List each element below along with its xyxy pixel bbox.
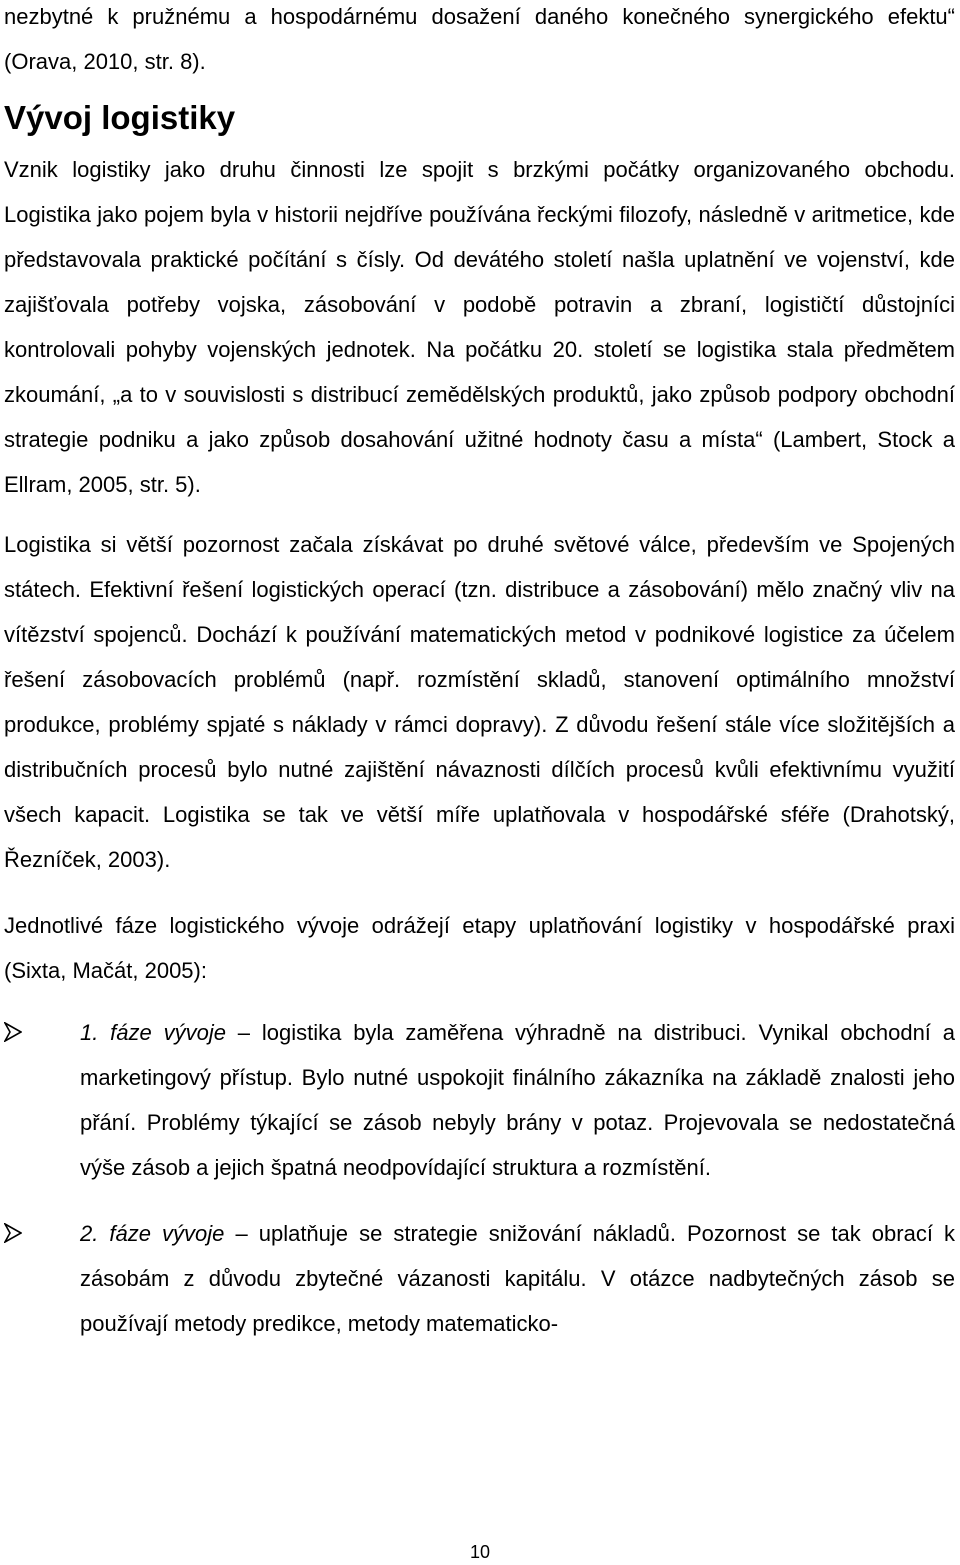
phase-paragraph: [80, 1010, 955, 1190]
phase-label: 1. fáze vývoje: [80, 1020, 226, 1045]
arrowhead-bullet-icon: [4, 1022, 22, 1042]
page-content: [4, 0, 955, 1367]
paragraph-origin: Vznik logistiky jako druhu činnosti lze spojit s brzkými počátky organizovaného obchodu. Logistika jako pojem byla v historii nejdříve používána řeckými filozofy, následně v aritmetice, kde představovala praktické počítání s čísly. Od devátého století našla uplatnění ve vojenství, kde zajišťovala potřeby vojska, zásobování v podobě potravin a zbraní, logističtí důstojníci kontrolovali pohyby vojenských jednotek. Na počátku 20. století se logistika stala předmětem zkoumání, „a to v souvislosti s distribucí zemědělských produktů, jako způsob podpory obchodní strategie podniku a jako způsob dosahování užitné hodnoty času a místa“ (Lambert, Stock a Ellram, 2005, str. 5).: [4, 157, 955, 497]
list-item: [4, 1211, 955, 1346]
paragraph-phases-intro: Jednotlivé fáze logistického vývoje odrážejí etapy uplatňování logistiky v hospodářské praxi (Sixta, Mačát, 2005):: [4, 913, 955, 983]
phase-text: – uplatňuje se strategie snižování nákladů. Pozornost se tak obrací k zásobám z důvodu zbytečné vázanosti kapitálu. V otázce nadbytečných zásob se používají metody predikce, metody matematicko-: [80, 1221, 955, 1336]
arrowhead-bullet-icon: [4, 1223, 22, 1243]
paragraph-postwar: Logistika si větší pozornost začala získávat po druhé světové válce, především ve Spojených státech. Efektivní řešení logistických operací (tzn. distribuce a zásobování) mělo značný vliv na vítězství spojenců. Dochází k používání matematických metod v podnikové logistice za účelem řešení zásobovacích problémů (např. rozmístění skladů, stanovení optimálního množství produkce, problémy spjaté s náklady v rámci dopravy). Z důvodu řešení stále více složitějších a distribučních procesů bylo nutné zajištění návaznosti dílčích procesů kvůli efektivnímu využití všech kapacit. Logistika se tak ve větší míře uplatňovala v hospodářské sféře (Drahotský, Řezníček, 2003).: [4, 532, 955, 872]
paragraph-intro-continuation: nezbytné k pružnému a hospodárnému dosažení daného konečného synergického efektu“ (Orava, 2010, str. 8).: [4, 4, 955, 74]
list-item: [4, 1010, 955, 1190]
phases-list: [4, 1010, 955, 1346]
phase-text: – logistika byla zaměřena výhradně na distribuci. Vynikal obchodní a marketingový přístup. Bylo nutné uspokojit finálního zákazníka na základě znalosti jeho přání. Problémy týkající se zásob nebyly brány v potaz. Projevovala se nedostatečná výše zásob a jejich špatná neodpovídající struktura a rozmístění.: [80, 1020, 955, 1180]
phase-paragraph: [80, 1211, 955, 1346]
page-number: 10: [469, 1542, 491, 1562]
section-heading: Vývoj logistiky: [4, 99, 236, 136]
phase-label: 2. fáze vývoje: [80, 1221, 225, 1246]
